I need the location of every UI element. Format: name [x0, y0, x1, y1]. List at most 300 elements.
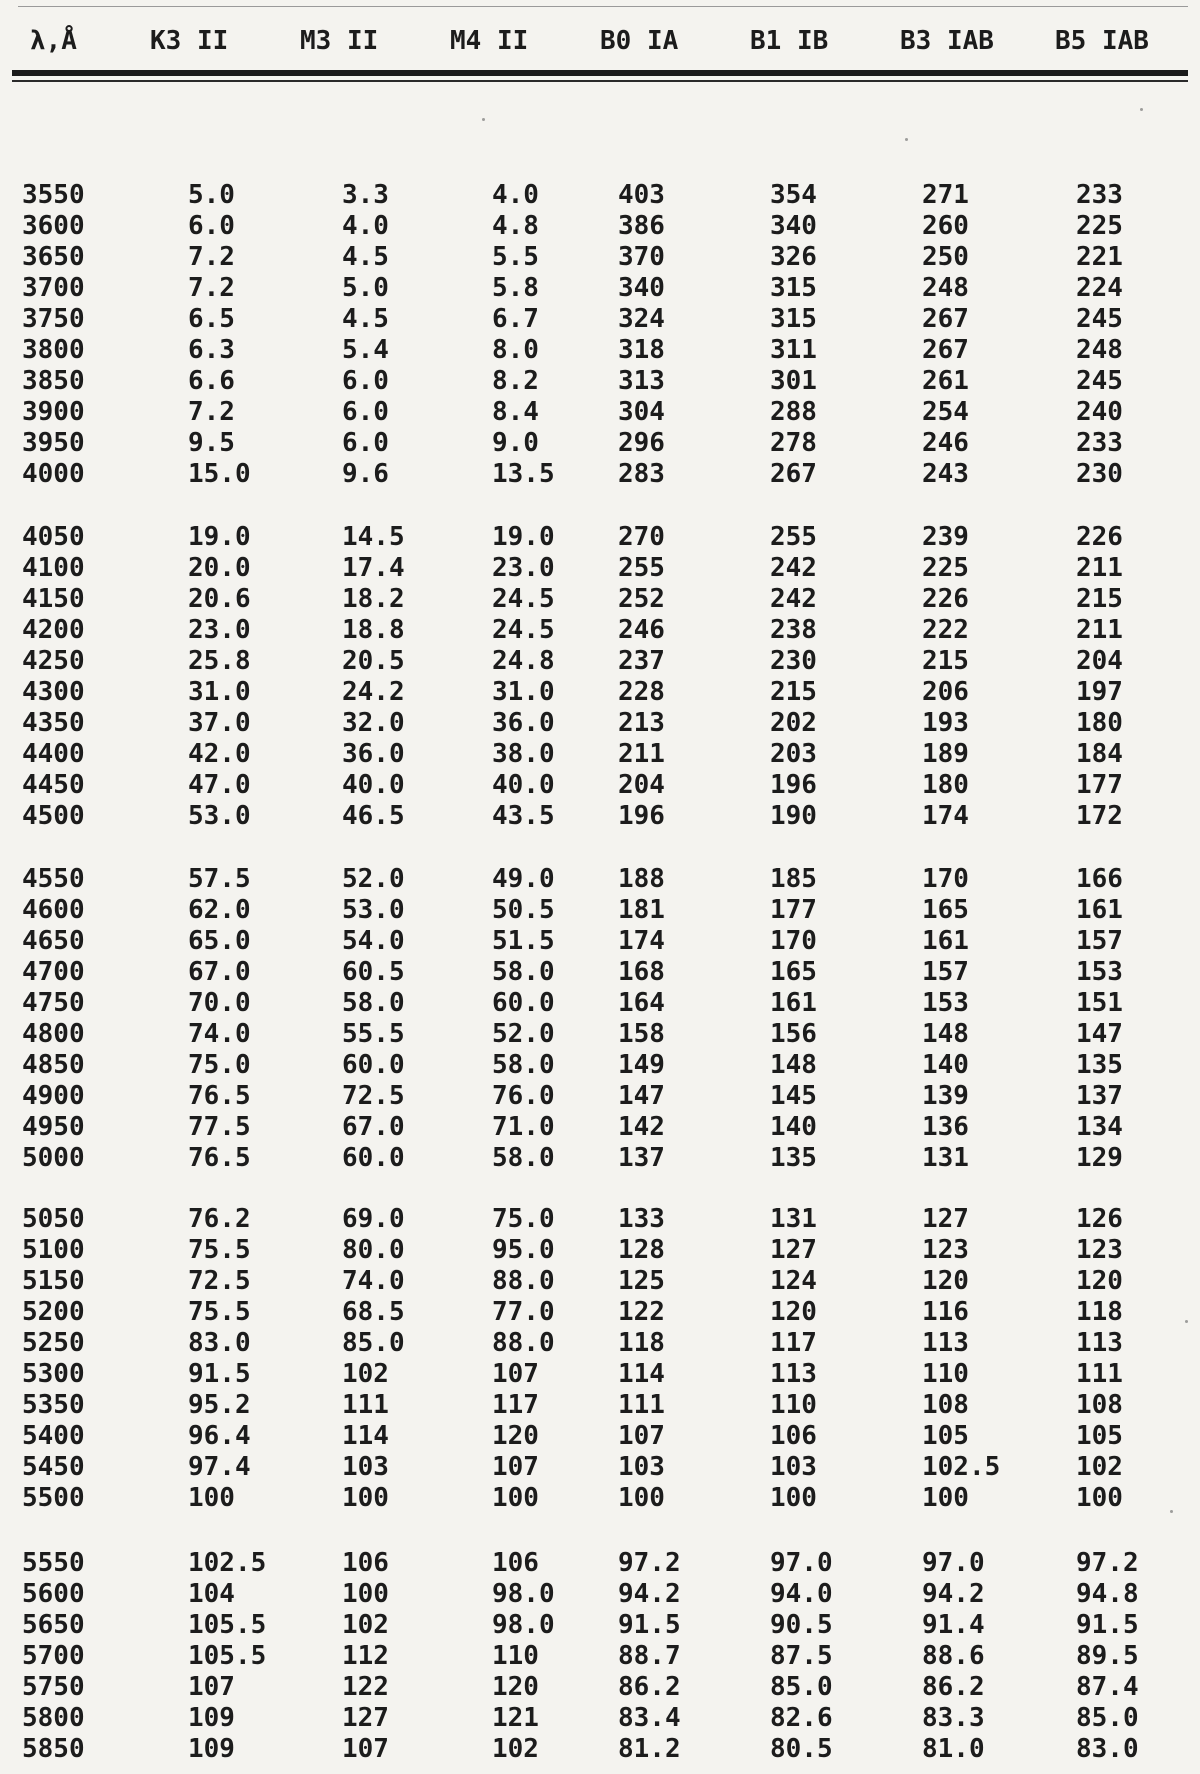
- value-cell: 91.5: [1076, 1610, 1139, 1640]
- wavelength-cell: 3550: [22, 180, 85, 210]
- value-cell: 197: [1076, 677, 1123, 707]
- value-cell: 52.0: [342, 864, 405, 894]
- table-row: [0, 304, 1200, 334]
- value-cell: 4.0: [492, 180, 539, 210]
- value-cell: 100: [342, 1483, 389, 1513]
- value-cell: 31.0: [188, 677, 251, 707]
- scan-speck: [1185, 1320, 1188, 1323]
- value-cell: 25.8: [188, 646, 251, 676]
- value-cell: 5.8: [492, 273, 539, 303]
- header-b5-iab: B5 IAB: [1055, 26, 1149, 56]
- value-cell: 57.5: [188, 864, 251, 894]
- value-cell: 8.0: [492, 335, 539, 365]
- value-cell: 125: [618, 1266, 665, 1296]
- value-cell: 6.0: [342, 428, 389, 458]
- value-cell: 164: [618, 988, 665, 1018]
- value-cell: 174: [922, 801, 969, 831]
- value-cell: 151: [1076, 988, 1123, 1018]
- value-cell: 123: [922, 1235, 969, 1265]
- wavelength-cell: 4100: [22, 553, 85, 583]
- value-cell: 111: [1076, 1359, 1123, 1389]
- value-cell: 18.8: [342, 615, 405, 645]
- wavelength-cell: 5100: [22, 1235, 85, 1265]
- table-row: [0, 335, 1200, 365]
- value-cell: 324: [618, 304, 665, 334]
- value-cell: 6.3: [188, 335, 235, 365]
- value-cell: 283: [618, 459, 665, 489]
- value-cell: 67.0: [342, 1112, 405, 1142]
- value-cell: 118: [1076, 1297, 1123, 1327]
- top-rule: [18, 6, 1188, 7]
- value-cell: 188: [618, 864, 665, 894]
- value-cell: 104: [188, 1579, 235, 1609]
- value-cell: 113: [922, 1328, 969, 1358]
- value-cell: 304: [618, 397, 665, 427]
- value-cell: 7.2: [188, 273, 235, 303]
- value-cell: 116: [922, 1297, 969, 1327]
- value-cell: 230: [770, 646, 817, 676]
- value-cell: 97.2: [1076, 1548, 1139, 1578]
- value-cell: 230: [1076, 459, 1123, 489]
- value-cell: 58.0: [342, 988, 405, 1018]
- value-cell: 6.5: [188, 304, 235, 334]
- wavelength-cell: 5050: [22, 1204, 85, 1234]
- value-cell: 213: [618, 708, 665, 738]
- value-cell: 75.5: [188, 1235, 251, 1265]
- value-cell: 196: [618, 801, 665, 831]
- wavelength-cell: 4300: [22, 677, 85, 707]
- value-cell: 17.4: [342, 553, 405, 583]
- table-row: [0, 1050, 1200, 1080]
- wavelength-cell: 4750: [22, 988, 85, 1018]
- value-cell: 107: [188, 1672, 235, 1702]
- table-row: [0, 988, 1200, 1018]
- value-cell: 250: [922, 242, 969, 272]
- value-cell: 170: [770, 926, 817, 956]
- wavelength-cell: 4900: [22, 1081, 85, 1111]
- table-row: [0, 242, 1200, 272]
- value-cell: 77.0: [492, 1297, 555, 1327]
- value-cell: 100: [618, 1483, 665, 1513]
- value-cell: 165: [770, 957, 817, 987]
- value-cell: 168: [618, 957, 665, 987]
- value-cell: 134: [1076, 1112, 1123, 1142]
- value-cell: 4.5: [342, 304, 389, 334]
- header-rule-thick: [12, 70, 1188, 76]
- value-cell: 288: [770, 397, 817, 427]
- value-cell: 103: [342, 1452, 389, 1482]
- value-cell: 177: [770, 895, 817, 925]
- value-cell: 67.0: [188, 957, 251, 987]
- value-cell: 86.2: [922, 1672, 985, 1702]
- value-cell: 5.0: [188, 180, 235, 210]
- value-cell: 62.0: [188, 895, 251, 925]
- wavelength-cell: 4500: [22, 801, 85, 831]
- value-cell: 91.5: [618, 1610, 681, 1640]
- value-cell: 105: [922, 1421, 969, 1451]
- value-cell: 340: [770, 211, 817, 241]
- value-cell: 37.0: [188, 708, 251, 738]
- value-cell: 5.0: [342, 273, 389, 303]
- wavelength-cell: 4600: [22, 895, 85, 925]
- table-row: [0, 646, 1200, 676]
- value-cell: 136: [922, 1112, 969, 1142]
- table-row: [0, 1548, 1200, 1578]
- value-cell: 14.5: [342, 522, 405, 552]
- value-cell: 105.5: [188, 1641, 267, 1671]
- value-cell: 255: [770, 522, 817, 552]
- table-row: [0, 1452, 1200, 1482]
- header-wavelength: λ,Å: [30, 26, 77, 56]
- scan-speck: [482, 118, 485, 121]
- value-cell: 95.0: [492, 1235, 555, 1265]
- value-cell: 225: [922, 553, 969, 583]
- wavelength-cell: 4650: [22, 926, 85, 956]
- header-b3-iab: B3 IAB: [900, 26, 994, 56]
- value-cell: 189: [922, 739, 969, 769]
- value-cell: 100: [770, 1483, 817, 1513]
- value-cell: 204: [618, 770, 665, 800]
- scan-speck: [1140, 108, 1143, 111]
- value-cell: 72.5: [342, 1081, 405, 1111]
- table-row: [0, 615, 1200, 645]
- wavelength-cell: 4850: [22, 1050, 85, 1080]
- value-cell: 70.0: [188, 988, 251, 1018]
- header-m4-ii: M4 II: [450, 26, 529, 56]
- value-cell: 131: [922, 1143, 969, 1173]
- value-cell: 97.2: [618, 1548, 681, 1578]
- wavelength-cell: 4000: [22, 459, 85, 489]
- wavelength-cell: 3800: [22, 335, 85, 365]
- value-cell: 403: [618, 180, 665, 210]
- value-cell: 97.0: [770, 1548, 833, 1578]
- value-cell: 215: [922, 646, 969, 676]
- value-cell: 174: [618, 926, 665, 956]
- table-row: [0, 1235, 1200, 1265]
- value-cell: 226: [1076, 522, 1123, 552]
- value-cell: 127: [922, 1204, 969, 1234]
- value-cell: 121: [492, 1703, 539, 1733]
- value-cell: 7.2: [188, 242, 235, 272]
- value-cell: 105: [1076, 1421, 1123, 1451]
- value-cell: 46.5: [342, 801, 405, 831]
- table-row: [0, 739, 1200, 769]
- wavelength-cell: 5150: [22, 1266, 85, 1296]
- value-cell: 15.0: [188, 459, 251, 489]
- table-row: [0, 1610, 1200, 1640]
- value-cell: 254: [922, 397, 969, 427]
- value-cell: 9.0: [492, 428, 539, 458]
- value-cell: 58.0: [492, 1143, 555, 1173]
- value-cell: 83.3: [922, 1703, 985, 1733]
- value-cell: 370: [618, 242, 665, 272]
- value-cell: 77.5: [188, 1112, 251, 1142]
- value-cell: 110: [770, 1390, 817, 1420]
- value-cell: 109: [188, 1734, 235, 1764]
- value-cell: 58.0: [492, 1050, 555, 1080]
- value-cell: 24.2: [342, 677, 405, 707]
- wavelength-cell: 5750: [22, 1672, 85, 1702]
- value-cell: 80.5: [770, 1734, 833, 1764]
- wavelength-cell: 4450: [22, 770, 85, 800]
- header-rule-thin: [12, 80, 1188, 82]
- table-row: [0, 211, 1200, 241]
- value-cell: 53.0: [188, 801, 251, 831]
- value-cell: 233: [1076, 180, 1123, 210]
- value-cell: 108: [922, 1390, 969, 1420]
- value-cell: 18.2: [342, 584, 405, 614]
- value-cell: 13.5: [492, 459, 555, 489]
- value-cell: 55.5: [342, 1019, 405, 1049]
- table-row: [0, 864, 1200, 894]
- value-cell: 238: [770, 615, 817, 645]
- value-cell: 107: [492, 1359, 539, 1389]
- table-row: [0, 1019, 1200, 1049]
- wavelength-cell: 3950: [22, 428, 85, 458]
- value-cell: 135: [1076, 1050, 1123, 1080]
- value-cell: 156: [770, 1019, 817, 1049]
- value-cell: 248: [922, 273, 969, 303]
- value-cell: 129: [1076, 1143, 1123, 1173]
- wavelength-cell: 5650: [22, 1610, 85, 1640]
- wavelength-cell: 5300: [22, 1359, 85, 1389]
- value-cell: 140: [922, 1050, 969, 1080]
- value-cell: 20.0: [188, 553, 251, 583]
- value-cell: 105.5: [188, 1610, 267, 1640]
- table-row: [0, 459, 1200, 489]
- value-cell: 120: [1076, 1266, 1123, 1296]
- wavelength-cell: 4050: [22, 522, 85, 552]
- value-cell: 318: [618, 335, 665, 365]
- table-row: [0, 428, 1200, 458]
- value-cell: 120: [922, 1266, 969, 1296]
- wavelength-cell: 4950: [22, 1112, 85, 1142]
- value-cell: 8.2: [492, 366, 539, 396]
- value-cell: 123: [1076, 1235, 1123, 1265]
- wavelength-cell: 3850: [22, 366, 85, 396]
- value-cell: 240: [1076, 397, 1123, 427]
- value-cell: 100: [342, 1579, 389, 1609]
- value-cell: 87.5: [770, 1641, 833, 1671]
- value-cell: 301: [770, 366, 817, 396]
- value-cell: 239: [922, 522, 969, 552]
- value-cell: 51.5: [492, 926, 555, 956]
- value-cell: 94.2: [922, 1579, 985, 1609]
- value-cell: 81.2: [618, 1734, 681, 1764]
- value-cell: 114: [342, 1421, 389, 1451]
- value-cell: 161: [922, 926, 969, 956]
- table-row: [0, 1359, 1200, 1389]
- value-cell: 315: [770, 273, 817, 303]
- value-cell: 246: [618, 615, 665, 645]
- value-cell: 135: [770, 1143, 817, 1173]
- wavelength-cell: 3600: [22, 211, 85, 241]
- value-cell: 75.0: [188, 1050, 251, 1080]
- value-cell: 102: [342, 1359, 389, 1389]
- value-cell: 157: [1076, 926, 1123, 956]
- value-cell: 326: [770, 242, 817, 272]
- value-cell: 110: [922, 1359, 969, 1389]
- table-row: [0, 522, 1200, 552]
- value-cell: 137: [1076, 1081, 1123, 1111]
- value-cell: 114: [618, 1359, 665, 1389]
- value-cell: 72.5: [188, 1266, 251, 1296]
- value-cell: 36.0: [342, 739, 405, 769]
- value-cell: 242: [770, 553, 817, 583]
- wavelength-cell: 5600: [22, 1579, 85, 1609]
- table-row: [0, 957, 1200, 987]
- value-cell: 211: [618, 739, 665, 769]
- wavelength-cell: 5550: [22, 1548, 85, 1578]
- value-cell: 193: [922, 708, 969, 738]
- value-cell: 124: [770, 1266, 817, 1296]
- value-cell: 260: [922, 211, 969, 241]
- table-row: [0, 801, 1200, 831]
- value-cell: 95.2: [188, 1390, 251, 1420]
- value-cell: 102.5: [188, 1548, 267, 1578]
- value-cell: 245: [1076, 366, 1123, 396]
- value-cell: 242: [770, 584, 817, 614]
- value-cell: 88.0: [492, 1266, 555, 1296]
- value-cell: 24.5: [492, 615, 555, 645]
- value-cell: 24.8: [492, 646, 555, 676]
- value-cell: 172: [1076, 801, 1123, 831]
- table-row: [0, 708, 1200, 738]
- value-cell: 261: [922, 366, 969, 396]
- value-cell: 24.5: [492, 584, 555, 614]
- value-cell: 270: [618, 522, 665, 552]
- value-cell: 40.0: [492, 770, 555, 800]
- value-cell: 49.0: [492, 864, 555, 894]
- value-cell: 43.5: [492, 801, 555, 831]
- value-cell: 102: [342, 1610, 389, 1640]
- value-cell: 224: [1076, 273, 1123, 303]
- value-cell: 98.0: [492, 1610, 555, 1640]
- value-cell: 107: [492, 1452, 539, 1482]
- wavelength-cell: 5400: [22, 1421, 85, 1451]
- wavelength-cell: 5000: [22, 1143, 85, 1173]
- value-cell: 76.0: [492, 1081, 555, 1111]
- value-cell: 5.5: [492, 242, 539, 272]
- value-cell: 89.5: [1076, 1641, 1139, 1671]
- value-cell: 354: [770, 180, 817, 210]
- value-cell: 74.0: [342, 1266, 405, 1296]
- value-cell: 211: [1076, 615, 1123, 645]
- value-cell: 203: [770, 739, 817, 769]
- value-cell: 8.4: [492, 397, 539, 427]
- wavelength-cell: 4150: [22, 584, 85, 614]
- value-cell: 106: [342, 1548, 389, 1578]
- table-row: [0, 677, 1200, 707]
- value-cell: 60.5: [342, 957, 405, 987]
- value-cell: 215: [770, 677, 817, 707]
- value-cell: 5.4: [342, 335, 389, 365]
- value-cell: 109: [188, 1703, 235, 1733]
- table-row: [0, 1483, 1200, 1513]
- value-cell: 100: [1076, 1483, 1123, 1513]
- value-cell: 4.0: [342, 211, 389, 241]
- value-cell: 83.4: [618, 1703, 681, 1733]
- value-cell: 122: [342, 1672, 389, 1702]
- value-cell: 23.0: [188, 615, 251, 645]
- value-cell: 122: [618, 1297, 665, 1327]
- table-row: [0, 584, 1200, 614]
- table-row: [0, 273, 1200, 303]
- wavelength-cell: 5700: [22, 1641, 85, 1671]
- value-cell: 83.0: [188, 1328, 251, 1358]
- value-cell: 6.0: [342, 366, 389, 396]
- value-cell: 153: [922, 988, 969, 1018]
- value-cell: 226: [922, 584, 969, 614]
- scan-speck: [1170, 1510, 1173, 1513]
- value-cell: 113: [770, 1359, 817, 1389]
- value-cell: 40.0: [342, 770, 405, 800]
- value-cell: 50.5: [492, 895, 555, 925]
- value-cell: 19.0: [492, 522, 555, 552]
- value-cell: 296: [618, 428, 665, 458]
- value-cell: 80.0: [342, 1235, 405, 1265]
- value-cell: 311: [770, 335, 817, 365]
- value-cell: 158: [618, 1019, 665, 1049]
- value-cell: 94.0: [770, 1579, 833, 1609]
- value-cell: 118: [618, 1328, 665, 1358]
- value-cell: 103: [618, 1452, 665, 1482]
- value-cell: 111: [342, 1390, 389, 1420]
- wavelength-cell: 3650: [22, 242, 85, 272]
- value-cell: 127: [770, 1235, 817, 1265]
- value-cell: 75.0: [492, 1204, 555, 1234]
- value-cell: 88.6: [922, 1641, 985, 1671]
- value-cell: 386: [618, 211, 665, 241]
- value-cell: 225: [1076, 211, 1123, 241]
- value-cell: 98.0: [492, 1579, 555, 1609]
- value-cell: 19.0: [188, 522, 251, 552]
- value-cell: 76.2: [188, 1204, 251, 1234]
- value-cell: 211: [1076, 553, 1123, 583]
- scan-speck: [905, 138, 908, 141]
- value-cell: 94.8: [1076, 1579, 1139, 1609]
- value-cell: 147: [618, 1081, 665, 1111]
- value-cell: 185: [770, 864, 817, 894]
- value-cell: 222: [922, 615, 969, 645]
- wavelength-cell: 5450: [22, 1452, 85, 1482]
- header-b1-ib: B1 IB: [750, 26, 829, 56]
- value-cell: 60.0: [342, 1050, 405, 1080]
- value-cell: 81.0: [922, 1734, 985, 1764]
- value-cell: 161: [770, 988, 817, 1018]
- value-cell: 94.2: [618, 1579, 681, 1609]
- value-cell: 110: [492, 1641, 539, 1671]
- value-cell: 137: [618, 1143, 665, 1173]
- value-cell: 184: [1076, 739, 1123, 769]
- value-cell: 9.5: [188, 428, 235, 458]
- value-cell: 58.0: [492, 957, 555, 987]
- value-cell: 3.3: [342, 180, 389, 210]
- value-cell: 245: [1076, 304, 1123, 334]
- value-cell: 107: [342, 1734, 389, 1764]
- wavelength-cell: 4400: [22, 739, 85, 769]
- value-cell: 243: [922, 459, 969, 489]
- value-cell: 85.0: [1076, 1703, 1139, 1733]
- value-cell: 126: [1076, 1204, 1123, 1234]
- table-row: [0, 1143, 1200, 1173]
- value-cell: 106: [492, 1548, 539, 1578]
- value-cell: 252: [618, 584, 665, 614]
- value-cell: 120: [770, 1297, 817, 1327]
- value-cell: 23.0: [492, 553, 555, 583]
- table-row: [0, 553, 1200, 583]
- value-cell: 86.2: [618, 1672, 681, 1702]
